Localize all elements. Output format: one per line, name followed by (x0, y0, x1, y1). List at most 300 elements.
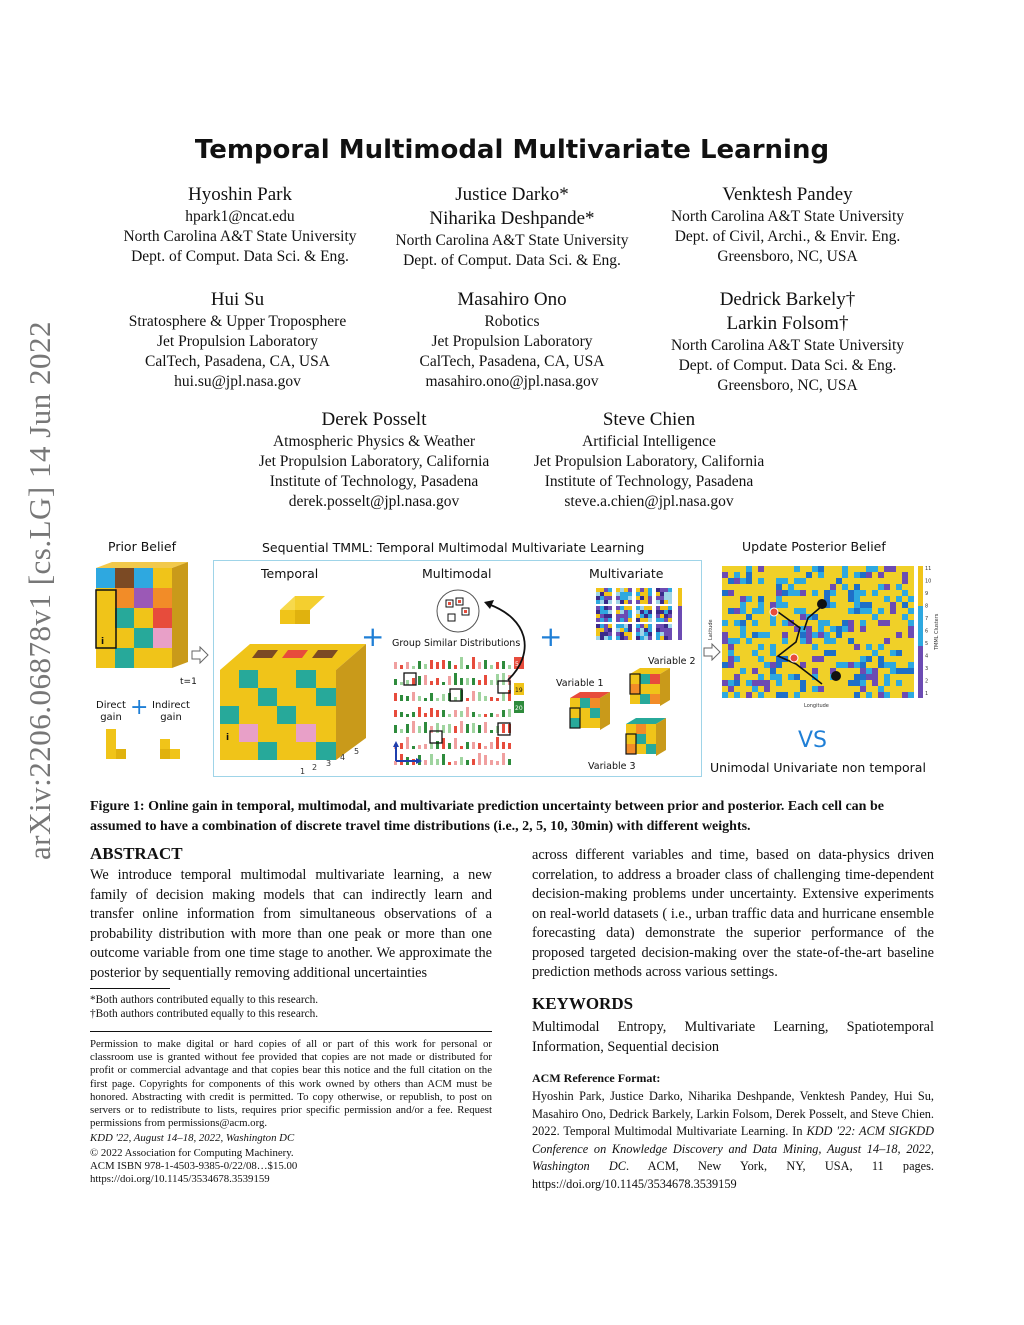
heatmap-cell (604, 614, 608, 618)
heatmap-cell (624, 610, 628, 614)
author-affiliation: Jet Propulsion Laboratory (431, 333, 593, 350)
heatmap-cell (608, 632, 612, 636)
map-cluster-cell (902, 566, 908, 572)
map-cluster-cell (740, 686, 746, 692)
heatmap-cell (624, 614, 628, 618)
histogram-bar (424, 713, 427, 717)
author-block-barkely-folsom (645, 288, 930, 396)
histogram-bar (460, 657, 463, 669)
map-cluster-cell (764, 668, 770, 674)
heatmap-cell (664, 596, 668, 600)
map-cluster-cell (908, 668, 914, 674)
figure-prior-belief-label: Prior Belief (108, 539, 176, 554)
map-cluster-cell (848, 638, 854, 644)
heatmap-cell (660, 628, 664, 632)
map-cluster-cell (722, 662, 728, 668)
histogram-bar (472, 712, 475, 717)
author-name: Derek Posselt (321, 409, 427, 430)
heatmap-cell (608, 600, 612, 604)
variable-3-label: Variable 3 (588, 761, 636, 772)
heatmap-cell (644, 606, 648, 610)
map-cluster-cell (812, 656, 818, 662)
map-cluster-cell (824, 650, 830, 656)
map-cluster-cell (878, 692, 884, 698)
map-cluster-cell (860, 662, 866, 668)
map-cluster-cell (872, 590, 878, 596)
abstract-heading: ABSTRACT (90, 844, 183, 863)
acm-reference-tail[interactable]: . ACM, New York, NY, USA, 11 pages. https://doi.org/10.1145/3534678.3539159 (532, 1159, 934, 1191)
author-affiliation: Institute of Technology, Pasadena (544, 473, 754, 490)
map-cluster-cell (800, 674, 806, 680)
unimodal-label: Unimodal Univariate non temporal (710, 760, 926, 775)
histogram-bar (400, 712, 403, 717)
map-cluster-cell (776, 590, 782, 596)
map-cluster-cell (764, 680, 770, 686)
map-cluster-cell (878, 608, 884, 614)
footnote-rule (90, 988, 170, 989)
histogram-bar (412, 712, 415, 717)
map-cluster-cell (860, 584, 866, 590)
map-cluster-cell (890, 650, 896, 656)
map-cluster-cell (812, 668, 818, 674)
keywords-heading: KEYWORDS (532, 994, 634, 1013)
map-cluster-cell (800, 680, 806, 686)
heatmap-cell (664, 632, 668, 636)
heatmap-cell (616, 610, 620, 614)
histogram-bar (502, 724, 505, 733)
map-cluster-cell (908, 692, 914, 698)
colorbar-tick-label: 2 (925, 678, 929, 685)
map-cluster-cell (866, 692, 872, 698)
map-cluster-cell (746, 614, 752, 620)
map-cluster-cell (854, 626, 860, 632)
map-cluster-cell (878, 656, 884, 662)
map-cluster-cell (908, 578, 914, 584)
footnote-equal-contribution: *Both authors contributed equally to this research. (90, 994, 319, 1006)
histogram-bar (424, 675, 427, 685)
map-cluster-cell (896, 632, 902, 638)
chart-badge: 19 (515, 687, 523, 694)
heatmap-cell (620, 624, 624, 628)
heatmap-cell (656, 628, 660, 632)
author-affiliation: North Carolina A&T State University (395, 232, 629, 249)
map-cluster-cell (806, 584, 812, 590)
heatmap-cell (616, 628, 620, 632)
heatmap-cell (628, 610, 632, 614)
map-cluster-cell (902, 584, 908, 590)
heatmap-cell (628, 628, 632, 632)
map-cluster-cell (722, 620, 728, 626)
map-cluster-cell (722, 638, 728, 644)
map-cluster-cell (854, 596, 860, 602)
heatmap-cell (600, 614, 604, 618)
author-name: Justice Darko* (455, 184, 569, 205)
histogram-bar (484, 746, 487, 749)
author-email: derek.posselt@jpl.nasa.gov (288, 493, 460, 510)
heatmap-cell (620, 592, 624, 596)
figure-update-posterior-label: Update Posterior Belief (742, 539, 886, 554)
variable-2-cube-illustration (628, 666, 672, 716)
histogram-bar (478, 692, 481, 701)
chart-badge: 20 (515, 705, 523, 712)
map-cluster-cell (722, 590, 728, 596)
map-cluster-cell (884, 578, 890, 584)
author-block-chien (510, 408, 788, 512)
map-cluster-cell (896, 656, 902, 662)
map-cluster-cell (776, 692, 782, 698)
map-cluster-cell (806, 602, 812, 608)
map-cluster-cell (776, 596, 782, 602)
map-cluster-cell (740, 596, 746, 602)
map-cluster-cell (884, 638, 890, 644)
map-cluster-cell (734, 674, 740, 680)
map-cluster-cell (746, 638, 752, 644)
map-cluster-cell (878, 662, 884, 668)
histogram-bar (484, 714, 487, 717)
histogram-bar (436, 741, 439, 749)
map-cluster-cell (842, 566, 848, 572)
map-cluster-cell (794, 590, 800, 596)
map-cluster-cell (878, 584, 884, 590)
histogram-bar (412, 721, 415, 733)
heatmap-cell (636, 600, 640, 604)
heatmap-cell (600, 596, 604, 600)
map-cluster-cell (818, 572, 824, 578)
heatmap-cell (656, 606, 660, 610)
variable-1-label: Variable 1 (556, 678, 604, 689)
author-department: Dept. of Comput. Data Sci. & Eng. (678, 357, 897, 374)
author-affiliation: Jet Propulsion Laboratory (156, 333, 318, 350)
heatmap-cell (668, 632, 672, 636)
heatmap-cell (648, 632, 652, 636)
author-department: Dept. of Comput. Data Sci. & Eng. (131, 248, 349, 265)
histogram-bar (406, 696, 409, 701)
heatmap-cell (660, 614, 664, 618)
conference-venue: KDD '22, August 14–18, 2022, Washington DC (90, 1132, 295, 1144)
heatmap-cell (644, 588, 648, 592)
heatmap-cell (636, 588, 640, 592)
map-cluster-cell (890, 644, 896, 650)
histogram-bar (454, 673, 457, 685)
histogram-bar (496, 737, 499, 749)
map-cluster-cell (854, 590, 860, 596)
histogram-bar (436, 710, 439, 717)
heatmap-cell (604, 592, 608, 596)
map-cluster-cell (830, 626, 836, 632)
heatmap-cell (628, 624, 632, 628)
heatmap-cell (648, 618, 652, 622)
map-cluster-cell (908, 614, 914, 620)
map-cluster-cell (860, 572, 866, 578)
map-cluster-cell (878, 650, 884, 656)
author-affiliation: Stratosphere & Upper Troposphere (128, 313, 347, 330)
heatmap-cell (600, 592, 604, 596)
map-cluster-cell (890, 602, 896, 608)
map-cluster-cell (740, 620, 746, 626)
author-email: masahiro.ono@jpl.nasa.gov (425, 373, 599, 390)
map-cluster-cell (800, 638, 806, 644)
histogram-bar (478, 725, 481, 733)
map-cluster-cell (884, 692, 890, 698)
map-cluster-cell (854, 632, 860, 638)
heatmap-cell (640, 632, 644, 636)
histogram-bar (508, 759, 511, 765)
indirect-gain-label: Indirect gain (152, 700, 190, 723)
map-cluster-cell (836, 614, 842, 620)
map-cluster-cell (890, 572, 896, 578)
heatmap-cell (664, 606, 668, 610)
map-cluster-cell (728, 674, 734, 680)
histogram-bar (436, 662, 439, 669)
map-cluster-cell (740, 608, 746, 614)
map-cluster-cell (878, 644, 884, 650)
histogram-bar (400, 754, 403, 765)
map-cluster-cell (758, 674, 764, 680)
histogram-bar (490, 760, 493, 765)
map-cluster-cell (782, 632, 788, 638)
heatmap-cell (660, 606, 664, 610)
heatmap-cell (616, 596, 620, 600)
time-step-label: t=1 (180, 677, 197, 687)
heatmap-cell (656, 588, 660, 592)
map-cluster-cell (740, 650, 746, 656)
map-cluster-cell (878, 674, 884, 680)
map-cluster-cell (818, 632, 824, 638)
heatmap-cell (668, 624, 672, 628)
map-cluster-cell (848, 596, 854, 602)
map-cluster-cell (830, 578, 836, 584)
heatmap-cell (636, 628, 640, 632)
heatmap-cell (628, 632, 632, 636)
map-cluster-cell (866, 668, 872, 674)
histogram-bar (448, 714, 451, 717)
map-cluster-cell (764, 632, 770, 638)
heatmap-cell (596, 632, 600, 636)
histogram-bar (406, 714, 409, 717)
map-cluster-cell (782, 602, 788, 608)
heatmap-cell (616, 632, 620, 636)
histogram-bar (460, 678, 463, 685)
map-cluster-cell (758, 656, 764, 662)
map-cluster-cell (770, 668, 776, 674)
heatmap-cell (664, 592, 668, 596)
map-cluster-cell (752, 620, 758, 626)
plus-icon: + (539, 620, 563, 653)
map-cluster-cell (890, 566, 896, 572)
map-cluster-cell (752, 668, 758, 674)
map-cluster-cell (788, 632, 794, 638)
heatmap-cell (600, 628, 604, 632)
heatmap-cell (600, 606, 604, 610)
map-x-axis-label: Longitude (804, 703, 829, 708)
histogram-bar (466, 678, 469, 685)
map-cluster-cell (908, 566, 914, 572)
map-cluster-cell (842, 608, 848, 614)
isbn: ACM ISBN 978-1-4503-9385-0/22/08…$15.00 (90, 1160, 298, 1172)
heatmap-cell (604, 600, 608, 604)
histogram-bar (442, 754, 445, 765)
histogram-bar (484, 722, 487, 733)
map-cluster-cell (908, 632, 914, 638)
histogram-bar (490, 730, 493, 733)
histogram-bar (412, 746, 415, 749)
heatmap-cell (648, 606, 652, 610)
heatmap-cell (656, 600, 660, 604)
heatmap-cell (620, 614, 624, 618)
map-cluster-cell (884, 566, 890, 572)
map-cluster-cell (890, 662, 896, 668)
histogram-bar (490, 713, 493, 717)
heatmap-cell (624, 636, 628, 640)
map-cluster-cell (884, 620, 890, 626)
author-name: Venktesh Pandey (722, 184, 853, 205)
heatmap-cell (596, 624, 600, 628)
heatmap-cell (628, 588, 632, 592)
histogram-bar (508, 743, 511, 749)
histogram-bar (454, 665, 457, 669)
map-cluster-cell (908, 626, 914, 632)
histogram-bar (430, 743, 433, 749)
map-cluster-cell (902, 692, 908, 698)
map-cluster-cell (866, 602, 872, 608)
map-cluster-cell (734, 668, 740, 674)
author-block-su (100, 288, 375, 392)
cube-axis-tick: 4 (340, 753, 346, 762)
histogram-bar (400, 729, 403, 733)
heatmap-cell (644, 636, 648, 640)
map-cluster-cell (758, 596, 764, 602)
map-cluster-cell (860, 674, 866, 680)
map-cluster-cell (728, 680, 734, 686)
map-cluster-cell (746, 572, 752, 578)
histogram-bar (472, 723, 475, 733)
heatmap-cell (644, 592, 648, 596)
heatmap-cell (628, 636, 632, 640)
heatmap-cell (648, 610, 652, 614)
heatmap-cell (620, 588, 624, 592)
heatmap-cell (604, 588, 608, 592)
author-name: Dedrick Barkely† (719, 289, 856, 310)
map-cluster-cell (818, 656, 824, 662)
map-cluster-cell (806, 572, 812, 578)
map-cluster-cell (764, 662, 770, 668)
prior-belief-cube-illustration (92, 560, 192, 688)
doi-link[interactable]: https://doi.org/10.1145/3534678.3539159 (90, 1173, 270, 1185)
map-cluster-cell (842, 662, 848, 668)
histogram-bar (430, 708, 433, 717)
map-cluster-cell (752, 608, 758, 614)
map-cluster-cell (908, 644, 914, 650)
map-cluster-cell (836, 578, 842, 584)
author-location: CalTech, Pasadena, CA, USA (145, 353, 330, 370)
heatmap-cell (604, 624, 608, 628)
heatmap-cell (620, 618, 624, 622)
map-cluster-cell (734, 638, 740, 644)
map-cluster-cell (776, 602, 782, 608)
heatmap-cell (604, 632, 608, 636)
map-cluster-cell (722, 578, 728, 584)
colorbar-tick-label: 7 (925, 616, 929, 622)
map-cluster-cell (806, 638, 812, 644)
histogram-bar (472, 759, 475, 765)
histogram-bar (454, 726, 457, 733)
heatmap-cell (664, 628, 668, 632)
map-cluster-cell (770, 650, 776, 656)
heatmap-cell (616, 636, 620, 640)
map-cluster-cell (848, 620, 854, 626)
heatmap-cell (660, 588, 664, 592)
histogram-bar (460, 711, 463, 717)
heatmap-cell (636, 614, 640, 618)
acm-reference-venue: KDD '22: ACM SIGKDD Conference on Knowledge Discovery and Data Mining, August 14–18, 2022, Washington DC (532, 1124, 934, 1173)
map-cluster-cell (818, 578, 824, 584)
histogram-bar (400, 665, 403, 669)
map-cluster-cell (722, 632, 728, 638)
histogram-bar (436, 678, 439, 685)
map-cluster-cell (728, 668, 734, 674)
colorbar-tick-label: 4 (925, 653, 929, 660)
heatmap-cell (628, 614, 632, 618)
multivariate-label: Multivariate (589, 566, 664, 581)
map-cluster-cell (752, 614, 758, 620)
heatmap-cell (636, 596, 640, 600)
figure-caption: Figure 1: Online gain in temporal, multimodal, and multivariate prediction uncertainty between prior and posterior. Each cell can be assumed to have a combination of discrete travel time distributions (i.e., 2, 5, 10, 30min) with different weights. (90, 799, 884, 834)
heatmap-cell (640, 618, 644, 622)
heatmap-cell (624, 618, 628, 622)
histogram-bar (400, 682, 403, 685)
map-cluster-cell (764, 614, 770, 620)
histogram-bar (466, 742, 469, 749)
heatmap-cell (596, 592, 600, 596)
map-cluster-cell (800, 596, 806, 602)
map-cluster-cell (794, 566, 800, 572)
map-cluster-cell (866, 656, 872, 662)
map-cluster-cell (764, 566, 770, 572)
heatmap-cell (608, 618, 612, 622)
map-cluster-cell (860, 626, 866, 632)
author-block-darko-deshpande (372, 183, 652, 271)
map-cluster-cell (770, 662, 776, 668)
histogram-bar (502, 693, 505, 701)
map-cluster-cell (896, 680, 902, 686)
map-cluster-cell (764, 590, 770, 596)
map-cluster-cell (782, 566, 788, 572)
map-cluster-cell (752, 632, 758, 638)
map-cluster-cell (890, 584, 896, 590)
heatmap-cell (640, 628, 644, 632)
map-cluster-cell (866, 584, 872, 590)
histogram-bar (478, 743, 481, 749)
map-cluster-cell (854, 608, 860, 614)
direct-gain-label: Direct gain (96, 700, 126, 723)
map-cluster-cell (854, 644, 860, 650)
map-cluster-cell (806, 608, 812, 614)
map-cluster-cell (830, 602, 836, 608)
map-cluster-cell (866, 608, 872, 614)
heatmap-cell (624, 624, 628, 628)
heatmap-cell (668, 628, 672, 632)
map-colorbar-label: TMML Clusters (934, 613, 940, 650)
map-cluster-cell (734, 566, 740, 572)
cube-axis-tick: 1 (300, 767, 306, 775)
histogram-bar (502, 710, 505, 717)
map-cluster-cell (746, 596, 752, 602)
histogram-bar (430, 693, 433, 701)
heatmap-cell (608, 628, 612, 632)
map-cluster-cell (908, 608, 914, 614)
cube-axis-tick: 2 (312, 763, 318, 772)
heatmap-cell (640, 592, 644, 596)
